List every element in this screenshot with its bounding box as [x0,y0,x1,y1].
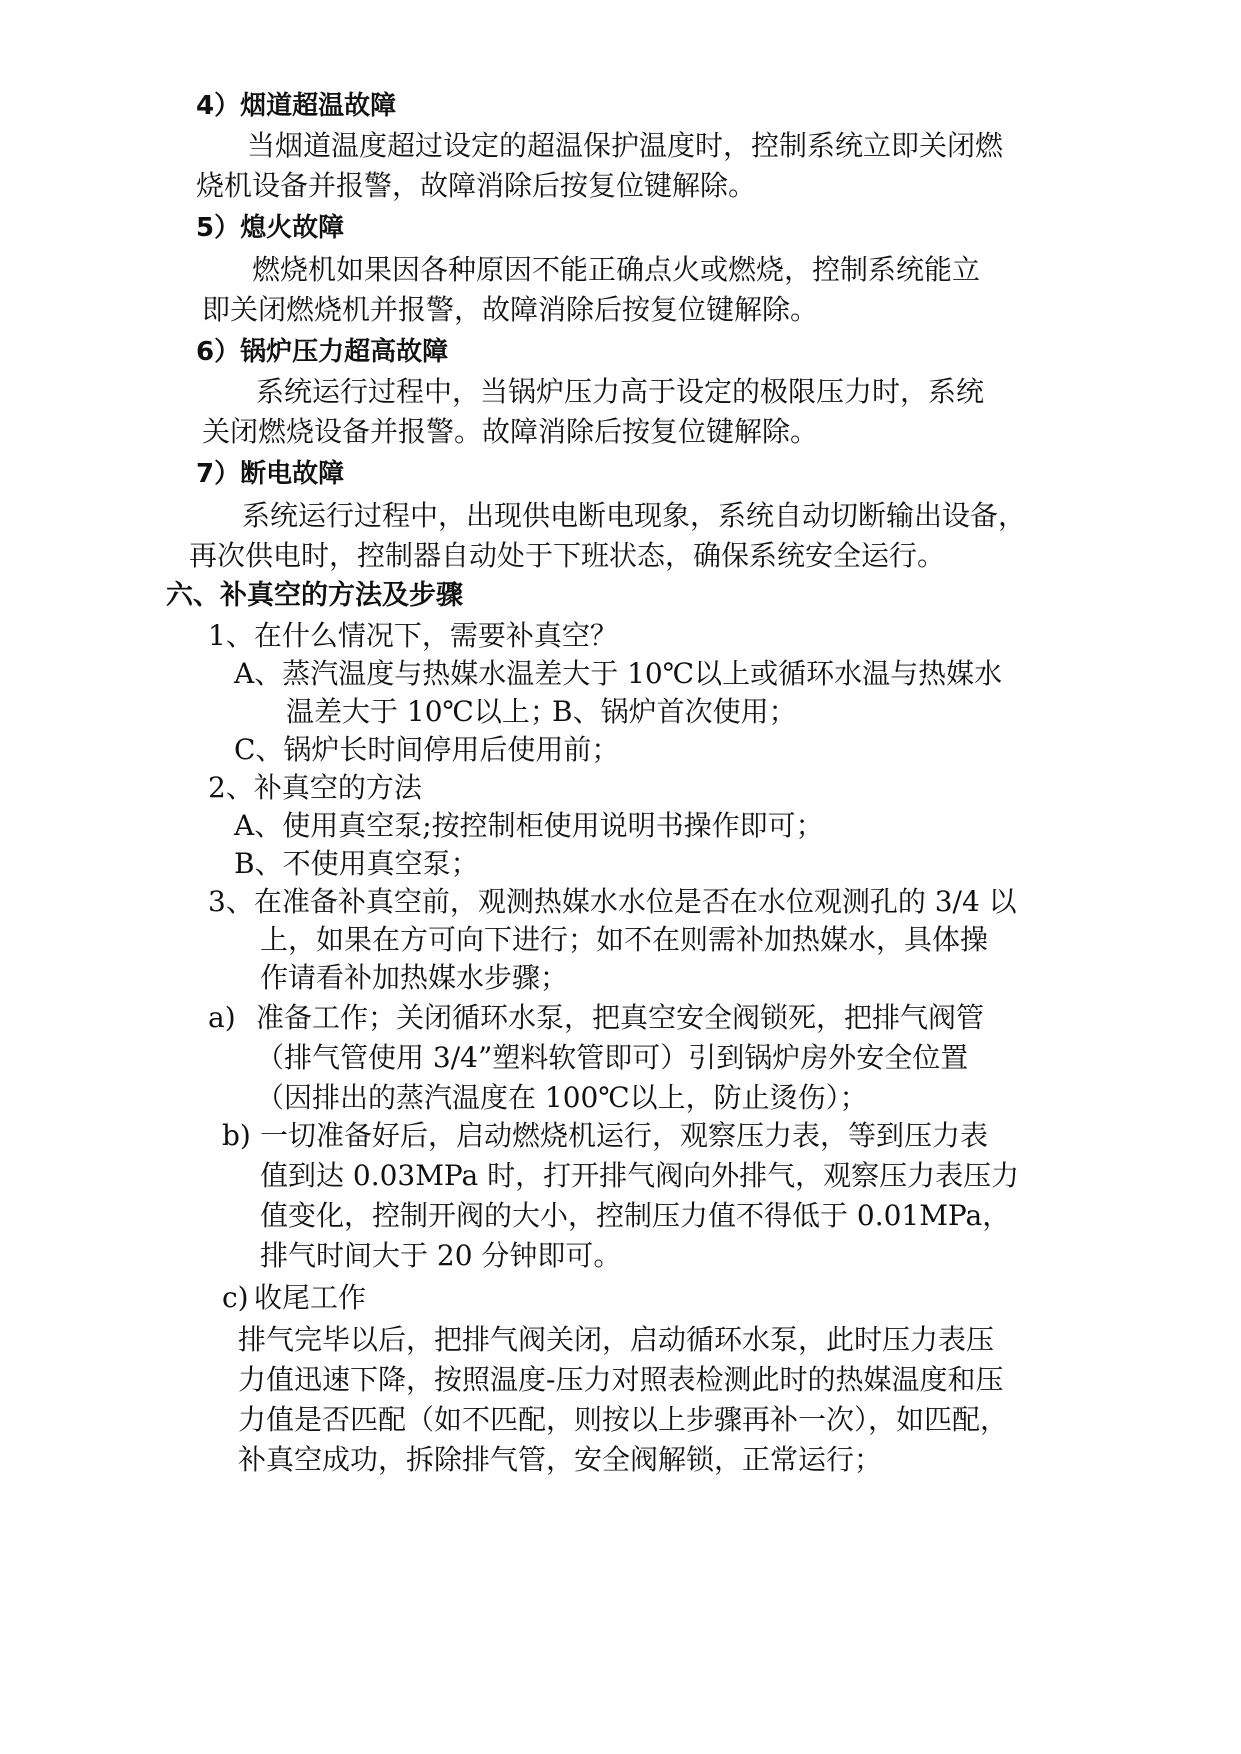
paragraph-line: 再次供电时，控制器自动处于下班状态，确保系统安全运行。 [189,539,946,572]
list-item: A、蒸汽温度与热媒水温差大于 10℃以上或循环水温与热媒水 [234,657,1003,690]
list-item: B、锅炉首次使用； [552,695,797,728]
section-title: 六、补真空的方法及步骤 [166,580,463,611]
paragraph-line: 烧机设备并报警，故障消除后按复位键解除。 [196,169,757,202]
heading-overpressure: 6）锅炉压力超高故障 [196,337,449,367]
step-b-line: 值到达 0.03MPa 时，打开排气阀向外排气，观察压力表压力 [260,1159,1020,1192]
step-c-line: 排气完毕以后，把排气阀关闭，启动循环水泵，此时压力表压 [238,1323,995,1356]
step-c-title: 收尾工作 [254,1281,367,1314]
list-item: B、不使用真空泵； [234,847,479,880]
step-c-line: 补真空成功，拆除排气管，安全阀解锁，正常运行； [238,1443,883,1476]
paragraph-line: 关闭燃烧设备并报警。故障消除后按复位键解除。 [202,415,819,448]
list-item: 温差大于 10℃以上； [286,695,558,728]
step-a-line: （因排出的蒸汽温度在 100℃以上，防止烫伤）； [256,1081,868,1114]
list-item: C、锅炉长时间停用后使用前； [234,733,620,766]
step-c-marker: c) [222,1281,249,1314]
question-2: 2、补真空的方法 [208,771,422,804]
list-item: A、使用真空泵;按控制柜使用说明书操作即可； [234,809,824,842]
paragraph-line: 当烟道温度超过设定的超温保护温度时，控制系统立即关闭燃 [247,129,1004,162]
step-b-line: 值变化，控制开阀的大小，控制压力值不得低于 0.01MPa， [260,1199,1011,1232]
step-a-marker: a) [208,1001,236,1034]
paragraph-line: 燃烧机如果因各种原因不能正确点火或燃烧，控制系统能立 [252,253,981,286]
heading-power-failure: 7）断电故障 [196,459,345,489]
step-b-line: 一切准备好后，启动燃烧机运行，观察压力表，等到压力表 [260,1119,989,1152]
paragraph-line: 系统运行过程中，出现供电断电现象，系统自动切断输出设备， [242,499,1027,532]
step-c-line: 力值是否匹配（如不匹配，则按以上步骤再补一次），如匹配， [238,1403,1009,1436]
step-b-line: 排气时间大于 20 分钟即可。 [260,1239,622,1272]
step-c-line: 力值迅速下降，按照温度-压力对照表检测此时的热媒温度和压 [238,1363,1004,1396]
heading-flue-overheat: 4）烟道超温故障 [196,91,397,121]
heading-flameout: 5）熄火故障 [196,213,345,243]
paragraph-line: 系统运行过程中，当锅炉压力高于设定的极限压力时，系统 [256,375,985,408]
question-1: 1、在什么情况下，需要补真空？ [208,619,618,652]
step-3-line: 作请看补加热媒水步骤； [260,961,569,994]
step-3-line: 上，如果在方可向下进行；如不在则需补加热媒水，具体操 [260,923,989,956]
paragraph-line: 即关闭燃烧机并报警，故障消除后按复位键解除。 [202,293,819,326]
step-3-line: 3、在准备补真空前，观测热媒水水位是否在水位观测孔的 3/4 以 [208,885,1017,918]
step-a-line: 准备工作；关闭循环水泵，把真空安全阀锁死，把排气阀管 [256,1001,985,1034]
step-b-marker: b) [222,1119,251,1152]
step-a-line: （排气管使用 3/4”塑料软管即可）引到锅炉房外安全位置 [256,1041,969,1074]
